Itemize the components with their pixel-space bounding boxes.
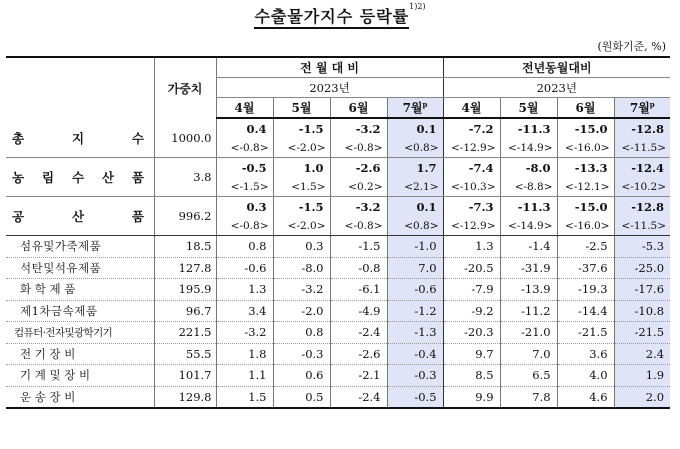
label-char: 총 xyxy=(12,130,25,146)
row-label xyxy=(6,118,154,158)
subrow-label: 운 송 장 비 xyxy=(6,386,154,408)
header-month: 6월 xyxy=(557,98,614,119)
cell-value: -0.8 xyxy=(330,257,387,279)
cell-value: -1.0 xyxy=(387,236,443,258)
cell-value: 3.4 xyxy=(216,300,273,322)
subrow-weight: 101.7 xyxy=(154,365,216,387)
subrow-weight: 221.5 xyxy=(154,322,216,344)
cell-value: -11.3 xyxy=(500,118,557,138)
cell-contribution: <1.5> xyxy=(273,177,330,197)
subrow-weight: 18.5 xyxy=(154,236,216,258)
cell-value: -20.5 xyxy=(443,257,500,279)
label-char: 품 xyxy=(131,209,144,224)
row-label-text xyxy=(12,129,144,147)
cell-value: 8.5 xyxy=(443,365,500,387)
cell-value: -13.3 xyxy=(557,158,614,178)
row-label xyxy=(6,158,154,197)
cell-value: -21.5 xyxy=(614,322,670,344)
cell-value: -19.3 xyxy=(557,279,614,301)
cell-value: -6.1 xyxy=(330,279,387,301)
cell-value: -15.0 xyxy=(557,118,614,138)
cell-value: 1.9 xyxy=(614,365,670,387)
cell-value: -0.4 xyxy=(387,343,443,365)
cell-value: 7.0 xyxy=(500,343,557,365)
label-char: 지 xyxy=(71,130,85,146)
title-text: 수출물가지수 등락률 xyxy=(254,7,409,29)
cell-value: 1.8 xyxy=(216,343,273,365)
cell-contribution: <-10.2> xyxy=(614,177,670,197)
cell-value: -37.6 xyxy=(557,257,614,279)
cell-value: 7.8 xyxy=(500,386,557,408)
cell-value: 0.1 xyxy=(387,197,443,217)
cell-value: -5.3 xyxy=(614,236,670,258)
cell-contribution: <0.2> xyxy=(330,177,387,197)
row-label xyxy=(6,197,154,236)
cell-contribution: <-0.8> xyxy=(330,216,387,236)
cell-value: 0.3 xyxy=(273,236,330,258)
header-month: 6월 xyxy=(330,98,387,119)
cell-contribution: <-1.5> xyxy=(216,177,273,197)
cell-value: 6.5 xyxy=(500,365,557,387)
cell-value: -10.8 xyxy=(614,300,670,322)
cell-value: -2.1 xyxy=(330,365,387,387)
header-year-yoy: 2023년 xyxy=(443,78,670,98)
cell-value: -0.5 xyxy=(387,386,443,408)
subrow-weight: 129.8 xyxy=(154,386,216,408)
cell-value: -9.2 xyxy=(443,300,500,322)
cell-value: -7.9 xyxy=(443,279,500,301)
cell-value: -21.0 xyxy=(500,322,557,344)
cell-value: -7.2 xyxy=(443,118,500,138)
cell-contribution: <-16.0> xyxy=(557,216,614,236)
title-footnote: 1)2) xyxy=(409,2,426,11)
cell-contribution: <-0.8> xyxy=(216,138,273,158)
subrow-weight: 127.8 xyxy=(154,257,216,279)
cell-value: -12.8 xyxy=(614,197,670,217)
export-price-table xyxy=(6,56,670,409)
cell-value: 3.6 xyxy=(557,343,614,365)
subrow-label: 제1차금속제품 xyxy=(6,300,154,322)
header-month: 7월$^p$ xyxy=(387,98,443,119)
cell-value: -7.4 xyxy=(443,158,500,178)
cell-value: 2.4 xyxy=(614,343,670,365)
header-yoy: 전년동월대비 xyxy=(443,57,670,78)
cell-contribution: <-0.8> xyxy=(216,216,273,236)
row-weight: 3.8 xyxy=(154,158,216,197)
cell-value: 0.4 xyxy=(216,118,273,138)
subrow-label: 화 학 제 품 xyxy=(6,279,154,301)
cell-value: -13.9 xyxy=(500,279,557,301)
cell-value: 4.0 xyxy=(557,365,614,387)
header-weight: 가중치 xyxy=(154,57,216,118)
cell-contribution: <-2.0> xyxy=(273,216,330,236)
cell-value: -1.5 xyxy=(330,236,387,258)
cell-value: -25.0 xyxy=(614,257,670,279)
cell-value: -12.8 xyxy=(614,118,670,138)
cell-value: -3.2 xyxy=(273,279,330,301)
header-blank xyxy=(6,57,154,118)
page-title xyxy=(0,4,680,27)
cell-contribution: <-0.8> xyxy=(330,138,387,158)
cell-value: -0.3 xyxy=(387,365,443,387)
cell-value: 1.0 xyxy=(273,158,330,178)
prelim-mark: p xyxy=(422,100,428,109)
cell-value: 0.5 xyxy=(273,386,330,408)
cell-value: -1.5 xyxy=(273,197,330,217)
subrow-weight: 96.7 xyxy=(154,300,216,322)
cell-value: -2.4 xyxy=(330,322,387,344)
label-char: 림 xyxy=(41,170,55,185)
cell-value: -15.0 xyxy=(557,197,614,217)
cell-contribution: <-14.9> xyxy=(500,138,557,158)
cell-contribution: <-16.0> xyxy=(557,138,614,158)
label-char: 수 xyxy=(131,130,144,146)
cell-value: 1.3 xyxy=(216,279,273,301)
cell-value: 1.5 xyxy=(216,386,273,408)
cell-value: -0.3 xyxy=(273,343,330,365)
cell-value: -1.5 xyxy=(273,118,330,138)
subrow-label: 석탄및석유제품 xyxy=(6,257,154,279)
cell-value: -2.5 xyxy=(557,236,614,258)
cell-value: -4.9 xyxy=(330,300,387,322)
label-char: 산 xyxy=(101,170,114,185)
cell-contribution: <-2.0> xyxy=(273,138,330,158)
cell-value: -1.2 xyxy=(387,300,443,322)
subrow-label: 섬유및가죽제품 xyxy=(6,236,154,258)
row-label-text xyxy=(12,168,144,186)
cell-value: -8.0 xyxy=(273,257,330,279)
header-month: 5월 xyxy=(273,98,330,119)
label-char: 공 xyxy=(12,209,25,224)
header-mom: 전 월 대 비 xyxy=(216,57,443,78)
cell-value: -2.6 xyxy=(330,158,387,178)
label-char: 농 xyxy=(12,170,25,185)
cell-value: -3.2 xyxy=(330,118,387,138)
cell-value: -11.3 xyxy=(500,197,557,217)
label-char: 수 xyxy=(71,170,85,185)
header-year-mom: 2023년 xyxy=(216,78,443,98)
cell-value: -7.3 xyxy=(443,197,500,217)
cell-contribution: <-10.3> xyxy=(443,177,500,197)
cell-contribution: <-11.5> xyxy=(614,138,670,158)
cell-contribution: <-11.5> xyxy=(614,216,670,236)
cell-value: 1.1 xyxy=(216,365,273,387)
cell-contribution: <2.1> xyxy=(387,177,443,197)
cell-value: -3.2 xyxy=(216,322,273,344)
row-weight: 996.2 xyxy=(154,197,216,236)
cell-value: -1.4 xyxy=(500,236,557,258)
cell-value: -1.3 xyxy=(387,322,443,344)
cell-contribution: <0.8> xyxy=(387,216,443,236)
prelim-mark: p xyxy=(649,100,655,109)
cell-contribution: <-12.9> xyxy=(443,216,500,236)
cell-value: -8.0 xyxy=(500,158,557,178)
unit-note: (원화기준, %) xyxy=(597,40,666,53)
cell-value: 2.0 xyxy=(614,386,670,408)
cell-value: 0.3 xyxy=(216,197,273,217)
subrow-label: 컴퓨터·전자및광학기기 xyxy=(6,322,154,344)
cell-value: -17.6 xyxy=(614,279,670,301)
row-weight: 1000.0 xyxy=(154,118,216,158)
cell-value: 9.7 xyxy=(443,343,500,365)
cell-value: -21.5 xyxy=(557,322,614,344)
cell-contribution: <-14.9> xyxy=(500,216,557,236)
cell-contribution: <-12.9> xyxy=(443,138,500,158)
cell-value: 9.9 xyxy=(443,386,500,408)
cell-value: -31.9 xyxy=(500,257,557,279)
cell-contribution: <-12.1> xyxy=(557,177,614,197)
cell-value: -2.6 xyxy=(330,343,387,365)
cell-value: 0.8 xyxy=(216,236,273,258)
header-month: 4월 xyxy=(443,98,500,119)
cell-contribution: <0.8> xyxy=(387,138,443,158)
cell-value: 7.0 xyxy=(387,257,443,279)
cell-value: -2.4 xyxy=(330,386,387,408)
cell-value: -11.2 xyxy=(500,300,557,322)
cell-value: -0.5 xyxy=(216,158,273,178)
header-month: 4월 xyxy=(216,98,273,119)
cell-value: 1.7 xyxy=(387,158,443,178)
cell-value: 0.6 xyxy=(273,365,330,387)
cell-value: -3.2 xyxy=(330,197,387,217)
cell-contribution: <-8.8> xyxy=(500,177,557,197)
header-month: 7월$^p$ xyxy=(614,98,670,119)
subrow-weight: 55.5 xyxy=(154,343,216,365)
cell-value: 0.1 xyxy=(387,118,443,138)
cell-value: 4.6 xyxy=(557,386,614,408)
cell-value: -12.4 xyxy=(614,158,670,178)
label-char: 산 xyxy=(71,209,85,224)
subrow-label: 기 계 및 장 비 xyxy=(6,365,154,387)
cell-value: -2.0 xyxy=(273,300,330,322)
cell-value: -0.6 xyxy=(387,279,443,301)
cell-value: -0.6 xyxy=(216,257,273,279)
subrow-weight: 195.9 xyxy=(154,279,216,301)
cell-value: -14.4 xyxy=(557,300,614,322)
row-label-text xyxy=(12,207,144,225)
header-month: 5월 xyxy=(500,98,557,119)
cell-value: 0.8 xyxy=(273,322,330,344)
label-char: 품 xyxy=(131,170,144,185)
cell-value: 1.3 xyxy=(443,236,500,258)
cell-value: -20.3 xyxy=(443,322,500,344)
subrow-label: 전 기 장 비 xyxy=(6,343,154,365)
